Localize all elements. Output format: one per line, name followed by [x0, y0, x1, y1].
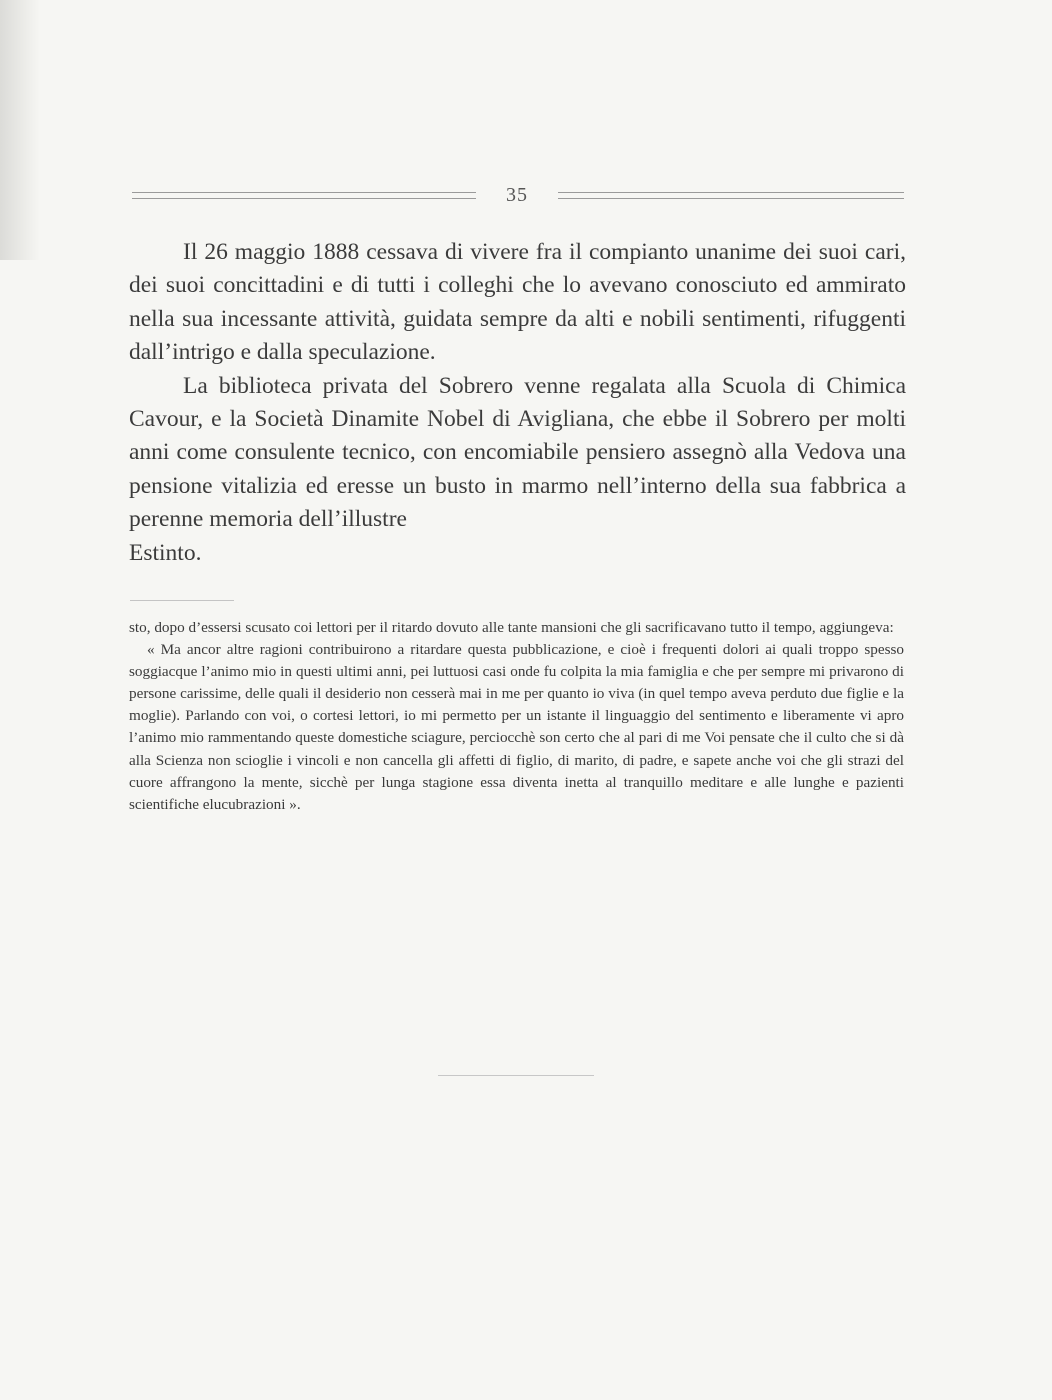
body-paragraph-2-end: Estinto. — [129, 539, 202, 566]
header-rule-right — [558, 192, 904, 199]
footnote-line-1: sto, dopo d’essersi scusato coi lettori per il ritardo dovuto alle tante mansioni che gli sacrificavano tutto il tempo, aggiungeva: — [129, 619, 894, 636]
page-number: 35 — [506, 184, 528, 206]
footnote-separator — [130, 600, 234, 601]
main-text — [129, 236, 906, 570]
footnote-quote: « Ma ancor altre ragioni contribuirono a ritardare questa pubblicazione, e cioè i frequenti dolori ai quali troppo spesso soggiacque l’animo mio in questi ultimi anni, pei luttuosi casi onde fu colpita la mia famiglia e che per sempre mi privarono di persone carissime, delle quali il desiderio non cesserà mai in me per quanto io viva (in quel tempo aveva perduto due figlie e la moglie). Parlando con voi, o cortesi lettori, io mi permetto per un istante il linguaggio del sentimento e liberamente vi apro l’animo mio rammentando queste domestiche sciagure, perciocchè son certo che al pari di me Voi pensate che il culto che si dà alla Scienza non scioglie i vincoli e non cancella gli affetti di figlio, di marito, di padre, e sapete anche voi che gli strazi del cuore affrangono la mente, sicchè per lunga stagione essa diventa inetta al tranquillo meditare e alle lunghe e pazienti scientifiche elucubrazioni ». — [129, 641, 904, 813]
page-edge-shadow — [0, 0, 40, 260]
header-rule-left — [132, 192, 476, 199]
footnote — [129, 617, 904, 816]
body-paragraph-1: Il 26 maggio 1888 cessava di vivere fra il compianto unanime dei suoi cari, dei suoi concittadini e di tutti i colleghi che lo avevano conosciuto ed ammirato nella sua incessante attività, guidata sempre da alti e nobili sentimenti, rifuggenti dall’intrigo e dalla speculazione. — [129, 239, 906, 366]
bottom-rule — [438, 1075, 594, 1076]
body-paragraph-2: La biblioteca privata del Sobrero venne regalata alla Scuola di Chimica Cavour, e la Società Dinamite Nobel di Avigliana, che ebbe il Sobrero per molti anni come consulente tecnico, con encomiabile pensiero assegnò alla Vedova una pensione vitalizia ed eresse un busto in marmo nell’interno della sua fabbrica a perenne memoria dell’illustre — [129, 372, 906, 533]
